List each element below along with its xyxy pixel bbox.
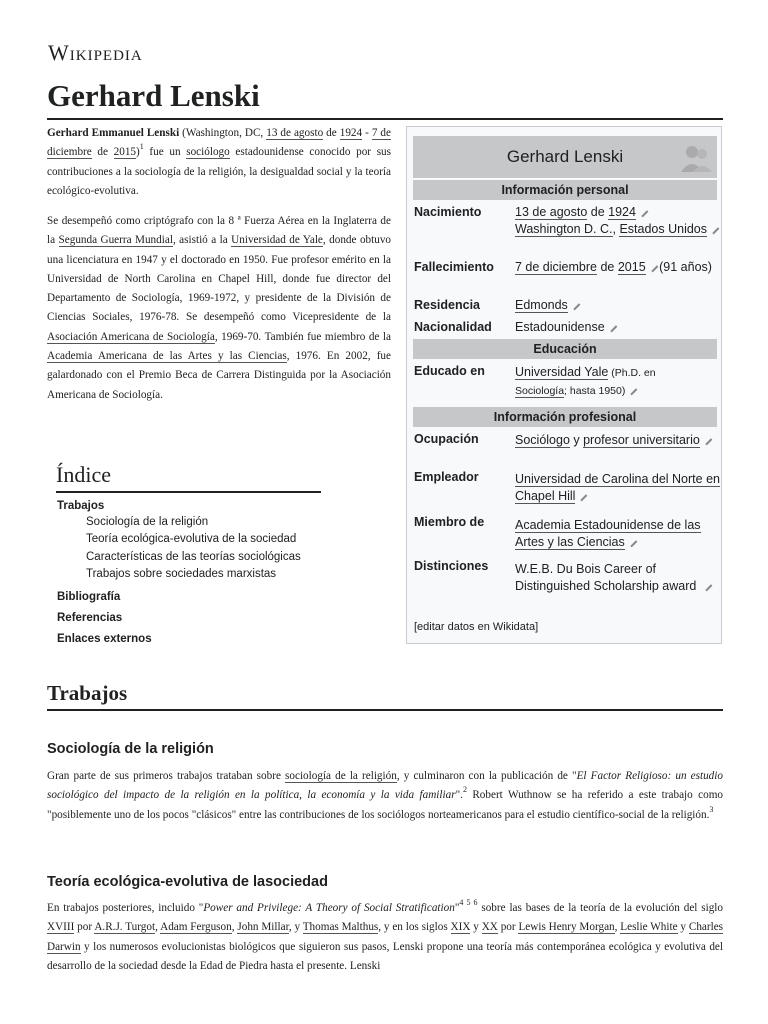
- link-sociologia[interactable]: Sociología: [515, 384, 565, 397]
- link-white[interactable]: Leslie White: [620, 921, 678, 934]
- ref-1[interactable]: 1: [139, 142, 144, 152]
- infobox-section-professional: Información profesional: [413, 407, 717, 427]
- text: , 1976. En 2002, fue galardonado con el Premio Beca de Carrera Distinguida por la Asociación Americana de Sociología.: [47, 350, 391, 401]
- intro-paragraph-2: [47, 212, 391, 405]
- link-morgan[interactable]: Lewis Henry Morgan: [518, 921, 615, 934]
- edit-pencil-icon[interactable]: [567, 298, 580, 311]
- link-edmonds[interactable]: Edmonds: [515, 298, 568, 312]
- text: (Washington, DC,: [179, 127, 267, 139]
- text: Se desempeñó como criptógrafo con la 8 ª Fuerza Aérea en la Inglaterra de la: [47, 215, 391, 247]
- label-miembro: Miembro de: [414, 515, 485, 529]
- text: , 1969-70. También fue miembro de la: [214, 330, 391, 343]
- toc-item-enlaces[interactable]: Enlaces externos: [57, 633, 152, 645]
- link-profesor[interactable]: profesor universitario: [583, 433, 700, 447]
- text: Estadounidense: [515, 320, 605, 334]
- edit-pencil-icon[interactable]: [604, 320, 617, 333]
- paragraph-ecologica: [47, 899, 723, 976]
- link-academia[interactable]: Academia Americana de las Artes y las Ciencias: [47, 350, 287, 363]
- text: (Ph.D. en: [608, 367, 656, 379]
- link-1924[interactable]: 1924: [339, 127, 363, 139]
- link-sociologo[interactable]: Sociólogo: [515, 433, 570, 447]
- book-title: El Factor Religioso: un estudio sociológico del impacto de la religión en la política, la economía y la vida familiar: [47, 770, 723, 802]
- link-date-aug13[interactable]: 13 de agosto: [266, 127, 324, 139]
- link-academia[interactable]: Academia Estadounidense de las Artes y las Ciencias: [515, 518, 701, 549]
- text: y: [569, 433, 584, 447]
- toc-divider: [56, 491, 321, 493]
- link-darwin[interactable]: Charles Darwin: [47, 921, 724, 953]
- value-distinciones: [515, 561, 721, 594]
- infobox-title: [413, 136, 717, 178]
- edit-wikidata-link[interactable]: [editar datos en Wikidata]: [414, 621, 539, 633]
- book-title: Power and Privilege: A Theory of Social Stratification: [203, 902, 455, 914]
- text: (91 años): [655, 260, 712, 274]
- text: ; hasta 1950): [564, 384, 626, 397]
- refs-4-5-6[interactable]: 4 5 6: [459, 898, 478, 907]
- value-miembro: [515, 517, 721, 550]
- text: sobre las bases de la teoría de la evolución del siglo: [477, 902, 723, 914]
- link-malthus[interactable]: Thomas Malthus: [302, 921, 379, 934]
- ref-2[interactable]: 2: [462, 785, 467, 795]
- link-usa[interactable]: Estados Unidos: [619, 221, 708, 236]
- link-sociologia-religion[interactable]: sociología de la religión: [285, 770, 397, 782]
- text: ,: [612, 221, 620, 236]
- text: , y: [288, 921, 303, 934]
- text: ,: [614, 921, 621, 934]
- link-ferguson[interactable]: Adam Ferguson: [160, 921, 232, 934]
- roman-century[interactable]: XX: [481, 921, 498, 934]
- text: y los numerosos evolucionistas biológicos que siguieron sus pasos, Lenski propone una teoría más contemporánea ecológica y evolutiva del desarrollo de la sociedad desde la Edad de Piedra hasta el presente. Lenski: [47, 940, 723, 972]
- infobox-section-personal: Información personal: [413, 180, 717, 200]
- link-dec7[interactable]: 7 de diciembre: [515, 260, 597, 274]
- link-ww2[interactable]: Segunda Guerra Mundial: [58, 234, 173, 247]
- text: W.E.B. Du Bois Career of Distinguished Scholarship award: [515, 562, 697, 593]
- toc-item-ecologica[interactable]: Teoría ecológica-evolutiva de la sociedad: [86, 533, 297, 545]
- text: de: [323, 127, 340, 139]
- roman-century[interactable]: XIX: [450, 921, 471, 934]
- text: , asistió a la: [172, 234, 232, 247]
- wikipedia-logo[interactable]: Wikipedia: [48, 40, 143, 65]
- link-unc[interactable]: Universidad de Carolina del Norte en Chapel Hill: [515, 472, 720, 503]
- toc-item-referencias[interactable]: Referencias: [57, 612, 123, 624]
- label-nacionalidad: Nacionalidad: [414, 320, 492, 334]
- page-title: Gerhard Lenski: [47, 78, 260, 113]
- link-yale[interactable]: Universidad de Yale: [231, 234, 323, 247]
- toc-item-marxistas[interactable]: Trabajos sobre sociedades marxistas: [86, 568, 277, 580]
- text: -: [362, 127, 372, 139]
- bold-name: Gerhard Emmanuel Lenski: [47, 127, 180, 139]
- value-empleador: [515, 471, 721, 504]
- label-distinciones: Distinciones: [414, 559, 489, 573]
- text: Robert Wuthnow se ha referido a este trabajo como "posiblemente uno de los pocos "clásicos" entre las contribuciones de los sociólogos norteamericanos para el estudio científico-social de la religión.: [47, 789, 723, 821]
- label-empleador: Empleador: [414, 470, 479, 484]
- infobox-section-education: Educación: [413, 339, 717, 359]
- label-ocupacion: Ocupación: [414, 432, 479, 446]
- text: y: [677, 921, 689, 934]
- text: por: [74, 921, 95, 934]
- text: , y culminaron con la publicación de ": [396, 770, 577, 782]
- subsection-heading-religion: Sociología de la religión: [47, 741, 214, 757]
- intro-paragraph-1: [47, 124, 391, 201]
- link-sociologo[interactable]: sociólogo: [186, 146, 230, 159]
- edit-pencil-icon[interactable]: [575, 488, 588, 501]
- value-residencia: [515, 297, 721, 314]
- edit-pencil-icon[interactable]: [699, 578, 712, 591]
- text: ": [454, 902, 460, 914]
- value-nacimiento: [515, 204, 721, 237]
- edit-pencil-icon[interactable]: [625, 382, 638, 395]
- link-1924[interactable]: 1924: [608, 205, 636, 219]
- text: , donde obtuvo una licenciatura en 1947 y el doctorado en 1950. Fue profesor emérito en la Universidad de North Carolina en Chapel Hill, donde fue director del Departamento de Sociología, 1969-1972, y presidente de la División de Ciencias Sociales, 1976-78. Se desempeñó como Vicepresidente de la: [47, 234, 392, 324]
- text: En trabajos posteriores, incluido ": [47, 902, 204, 914]
- section-heading-trabajos: Trabajos: [47, 681, 128, 705]
- link-date-dec7[interactable]: 7 de diciembre: [47, 127, 391, 159]
- edit-pencil-icon[interactable]: [699, 433, 712, 446]
- text: ): [136, 146, 140, 159]
- text: , y en los siglos: [378, 921, 451, 934]
- subsection-heading-ecologica: Teoría ecológica-evolutiva de lasociedad: [47, 874, 328, 890]
- link-aug13[interactable]: 13 de agosto: [515, 205, 588, 219]
- person-silhouette-icon: [679, 140, 713, 174]
- label-educado: Educado en: [414, 364, 485, 378]
- link-asa[interactable]: Asociación Americana de Sociología: [47, 330, 215, 343]
- text: ".: [455, 789, 463, 802]
- link-2015[interactable]: 2015: [617, 260, 646, 274]
- value-nacionalidad: [515, 319, 721, 336]
- value-fallecimiento: [515, 259, 721, 276]
- toc-item-caracteristicas[interactable]: Características de las teorías sociológicas: [86, 551, 301, 563]
- text: por: [497, 921, 519, 934]
- paragraph-religion: [47, 767, 723, 825]
- text: ,: [155, 921, 161, 934]
- text: de: [91, 146, 114, 159]
- link-washington[interactable]: Washington D. C.: [515, 221, 613, 236]
- section-divider: [47, 709, 723, 711]
- link-turgot[interactable]: A.R.J. Turgot: [94, 921, 156, 934]
- text: de: [597, 260, 618, 274]
- link-2015[interactable]: 2015: [113, 146, 137, 159]
- link-yale[interactable]: Universidad Yale: [515, 365, 609, 379]
- label-nacimiento: Nacimiento: [414, 205, 482, 219]
- toc-item-trabajos[interactable]: Trabajos: [57, 500, 105, 512]
- infobox-title-text: Gerhard Lenski: [506, 147, 624, 166]
- text: Gran parte de sus primeros trabajos trataban sobre: [47, 770, 286, 782]
- text: de: [587, 205, 609, 219]
- infobox: [406, 126, 722, 644]
- value-ocupacion: [515, 432, 721, 449]
- label-residencia: Residencia: [414, 298, 481, 312]
- value-educado: [515, 364, 721, 399]
- label-fallecimiento: Fallecimiento: [414, 260, 494, 274]
- title-divider: [47, 118, 723, 120]
- toc-item-bibliografia[interactable]: Bibliografía: [57, 591, 121, 603]
- link-millar[interactable]: John Millar: [237, 921, 289, 934]
- text: ,: [231, 921, 238, 934]
- text: y: [470, 921, 482, 934]
- edit-pencil-icon[interactable]: [624, 534, 637, 547]
- ref-3[interactable]: 3: [709, 804, 714, 814]
- toc-title: Índice: [56, 462, 111, 487]
- text: estadounidense conocido por sus contribuciones a la sociología de la religión, la desigualdad social y la teoría ecológico-evolutiva.: [47, 146, 391, 197]
- roman-century[interactable]: XVIII: [47, 921, 75, 934]
- text: fue un: [143, 146, 187, 159]
- edit-pencil-icon[interactable]: [636, 205, 649, 218]
- toc-item-religion[interactable]: Sociología de la religión: [86, 516, 209, 528]
- edit-pencil-icon[interactable]: [707, 221, 720, 234]
